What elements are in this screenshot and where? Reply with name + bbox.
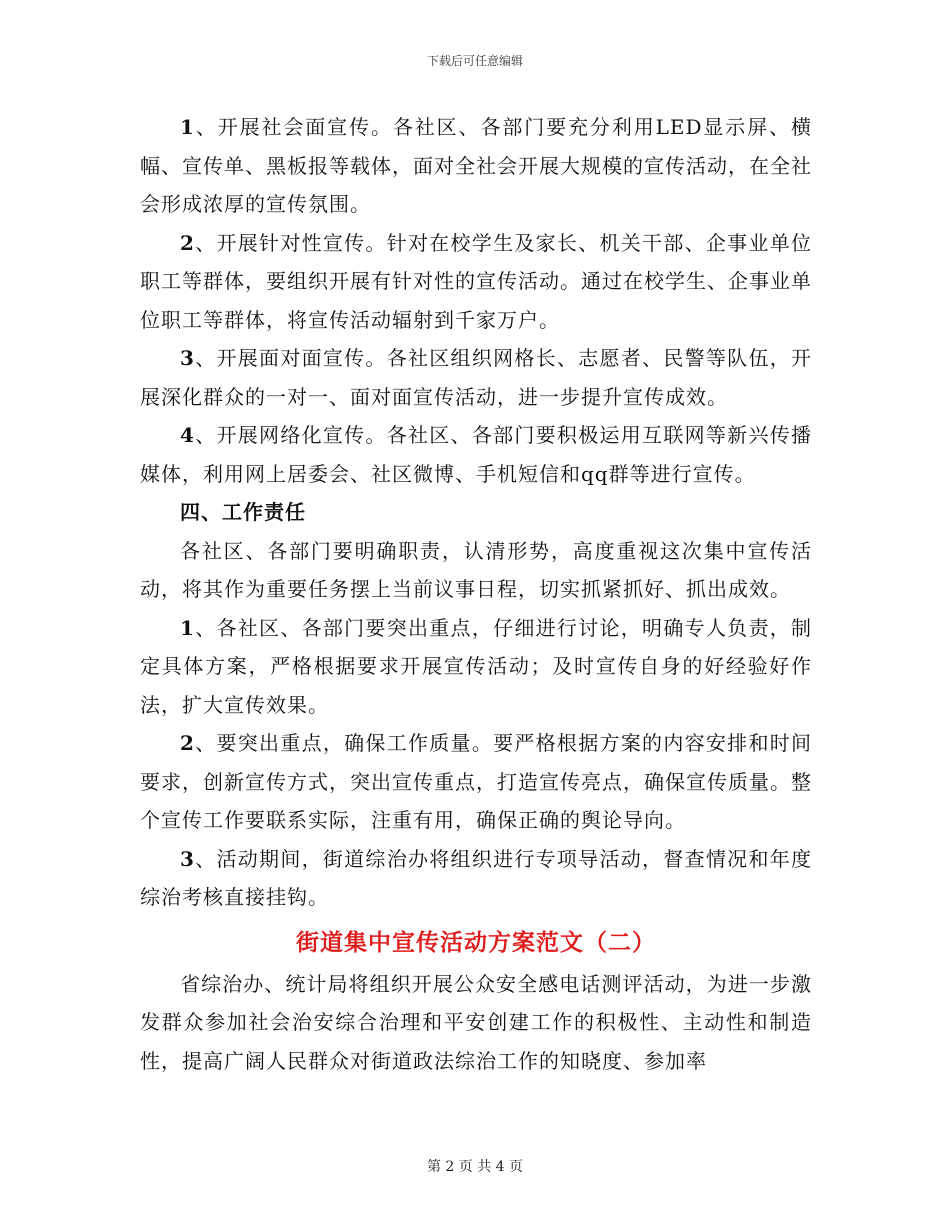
document-intro: 省综治办、统计局将组织开展公众安全感电话测评活动，为进一步激发群众参加社会治安综合治理和平安创建工作的积极性、主动性和制造性，提高广阔人民群众对街道政法综治工作的知晓度、参加率: [140, 971, 812, 1073]
paragraph-text: 、开展面对面宣传。各社区组织网格长、志愿者、民警等队伍，开展深化群众的一对一、面对面宣传活动，进一步提升宣传成效。: [140, 346, 812, 409]
paragraph-text: 、开展社会面宣传。各社区、各部门要充分利用LED显示屏、横幅、宣传单、黑板报等载体，面对全社会开展大规模的宣传活动，在全社会形成浓厚的宣传氛围。: [140, 115, 812, 216]
item-number: 3: [180, 346, 195, 370]
responsibility-item-1: [140, 609, 812, 725]
paragraph-text: 、开展针对性宣传。针对在校学生及家长、机关干部、企事业单位职工等群体，要组织开展有针对性的宣传活动。通过在校学生、企事业单位职工等群体，将宣传活动辐射到千家万户。: [140, 230, 812, 332]
paragraph-text: 、各社区、各部门要突出重点，仔细进行讨论，明确专人负责，制定具体方案，严格根据要求开展宣传活动；及时宣传自身的好经验好作法，扩大宣传效果。: [140, 615, 812, 717]
section-heading: 四、工作责任: [180, 500, 306, 524]
paragraph-text: 、活动期间，街道综治办将组织进行专项导活动，督查情况和年度综治考核直接挂钩。: [140, 846, 812, 909]
paragraph-item-4: [140, 416, 812, 493]
item-number: 2: [180, 230, 195, 255]
paragraph-item-3: [140, 339, 812, 416]
item-number: 2: [180, 731, 195, 755]
page-header: 下载后可任意编辑: [426, 54, 523, 68]
document-body: [140, 108, 812, 1080]
responsibility-item-3: [140, 840, 812, 917]
item-number: 3: [180, 846, 195, 871]
paragraph-item-1: [140, 108, 812, 224]
document-title: 街道集中宣传活动方案范文（二）: [296, 928, 656, 956]
paragraph-text: 、要突出重点，确保工作质量。要严格根据方案的内容安排和时间要求，创新宣传方式，突出宣传重点，打造宣传亮点，确保宣传质量。整个宣传工作要联系实际，注重有用，确保正确的舆论导向。: [140, 731, 812, 832]
item-number: 1: [180, 615, 195, 640]
paragraph-text: 、开展网络化宣传。各社区、各部门要积极运用互联网等新兴传播媒体，利用网上居委会、社区微博、手机短信和qq群等进行宣传。: [140, 423, 812, 486]
item-number: 4: [180, 423, 195, 447]
item-number: 1: [180, 115, 195, 139]
responsibility-item-2: [140, 724, 812, 840]
page-footer: 第 2 页 共 4 页: [426, 1159, 524, 1175]
section-intro: 各社区、各部门要明确职责，认清形势，高度重视这次集中宣传活动，将其作为重要任务摆上当前议事日程，切实抓紧抓好、抓出成效。: [140, 538, 812, 601]
paragraph-item-2: [140, 224, 812, 340]
